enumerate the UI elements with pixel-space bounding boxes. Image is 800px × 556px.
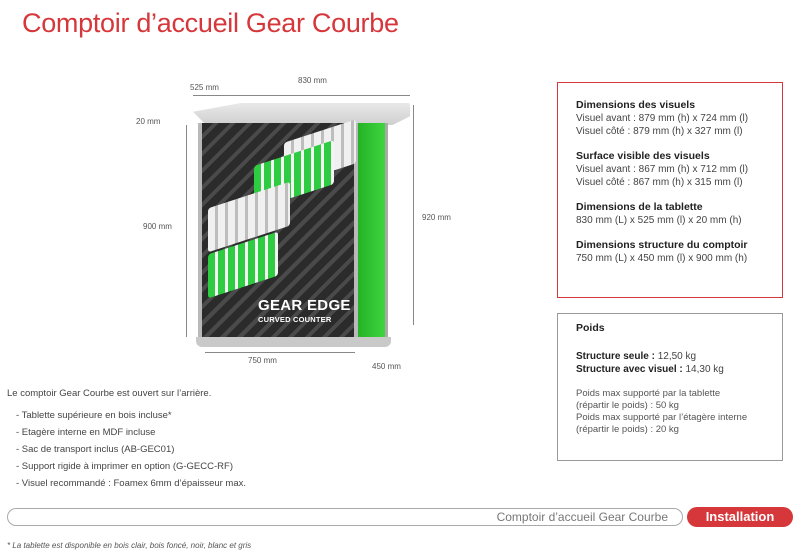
weight-notes (576, 388, 764, 436)
section-line: Visuel côté : 867 mm (h) x 315 mm (l) (576, 177, 743, 188)
dim-width-base: 750 mm (248, 356, 277, 365)
dim-depth-base: 450 mm (372, 362, 401, 371)
list-item: - Visuel recommandé : Foamex 6mm d’épaisseur max. (16, 478, 247, 489)
weight-note: (répartir le poids) : 20 kg (576, 424, 679, 435)
dimensions-box (557, 82, 783, 298)
dim-width-top: 830 mm (298, 76, 327, 85)
weight-value: 14,30 kg (685, 364, 724, 375)
weight-label: Structure seule : (576, 351, 655, 362)
dimension-line (186, 125, 187, 337)
dim-height-side: 920 mm (422, 213, 451, 222)
dimension-line (193, 95, 410, 96)
weight-note: Poids max supporté par la tablette (576, 388, 721, 399)
dim-height-front: 900 mm (143, 222, 172, 231)
list-item: - Tablette supérieure en bois incluse* (16, 410, 172, 421)
feature-list (16, 407, 246, 492)
section-line: Visuel avant : 867 mm (h) x 712 mm (l) (576, 164, 749, 175)
list-item: - Etagère interne en MDF incluse (16, 427, 156, 438)
weight-box (557, 313, 783, 461)
brand-line-2: CURVED COUNTER (258, 315, 332, 324)
section-heading: Surface visible des visuels (576, 150, 710, 162)
weight-note: Poids max supporté par l’étagère interne (576, 412, 748, 423)
list-item: - Support rigide à imprimer en option (G-GECC-RF) (16, 461, 233, 472)
weight-structure-only (576, 350, 764, 363)
counter-base (196, 337, 391, 347)
dimension-section (576, 201, 764, 227)
section-heading: Dimensions de la tablette (576, 201, 703, 213)
weight-heading: Poids (576, 322, 605, 334)
footnote: * La tablette est disponible en bois clair, bois foncé, noir, blanc et gris (7, 541, 252, 550)
list-item: - Sac de transport inclus (AB-GEC01) (16, 444, 175, 455)
section-line: 750 mm (L) x 450 mm (l) x 900 mm (h) (576, 253, 748, 264)
dimension-section (576, 150, 764, 189)
section-line: 830 mm (L) x 525 mm (l) x 20 mm (h) (576, 215, 742, 226)
dim-shelf: 20 mm (136, 117, 161, 126)
intro-text: Le comptoir Gear Courbe est ouvert sur l’arrière. (7, 388, 212, 399)
footer-bar (7, 508, 683, 526)
weight-note: (répartir le poids) : 50 kg (576, 400, 679, 411)
dimension-line (413, 105, 414, 325)
installation-tab[interactable]: Installation (687, 507, 793, 527)
dim-depth-top: 525 mm (190, 83, 219, 92)
footer-product-name: Comptoir d’accueil Gear Courbe (496, 510, 668, 524)
section-heading: Dimensions des visuels (576, 99, 696, 111)
section-line: Visuel côté : 879 mm (h) x 327 mm (l) (576, 126, 743, 137)
counter-side-panel (358, 123, 388, 339)
counter-tabletop (193, 103, 410, 125)
weight-structure-visual (576, 363, 764, 376)
brand-line-1: GEAR EDGE (258, 297, 351, 314)
page-title: Comptoir d’accueil Gear Courbe (22, 8, 399, 38)
section-heading: Dimensions structure du comptoir (576, 239, 748, 251)
weight-label: Structure avec visuel : (576, 364, 683, 375)
dimension-section (576, 99, 764, 138)
weight-value: 12,50 kg (657, 351, 697, 362)
dimension-line (205, 352, 355, 353)
dimension-section (576, 239, 764, 265)
section-line: Visuel avant : 879 mm (h) x 724 mm (l) (576, 113, 749, 124)
